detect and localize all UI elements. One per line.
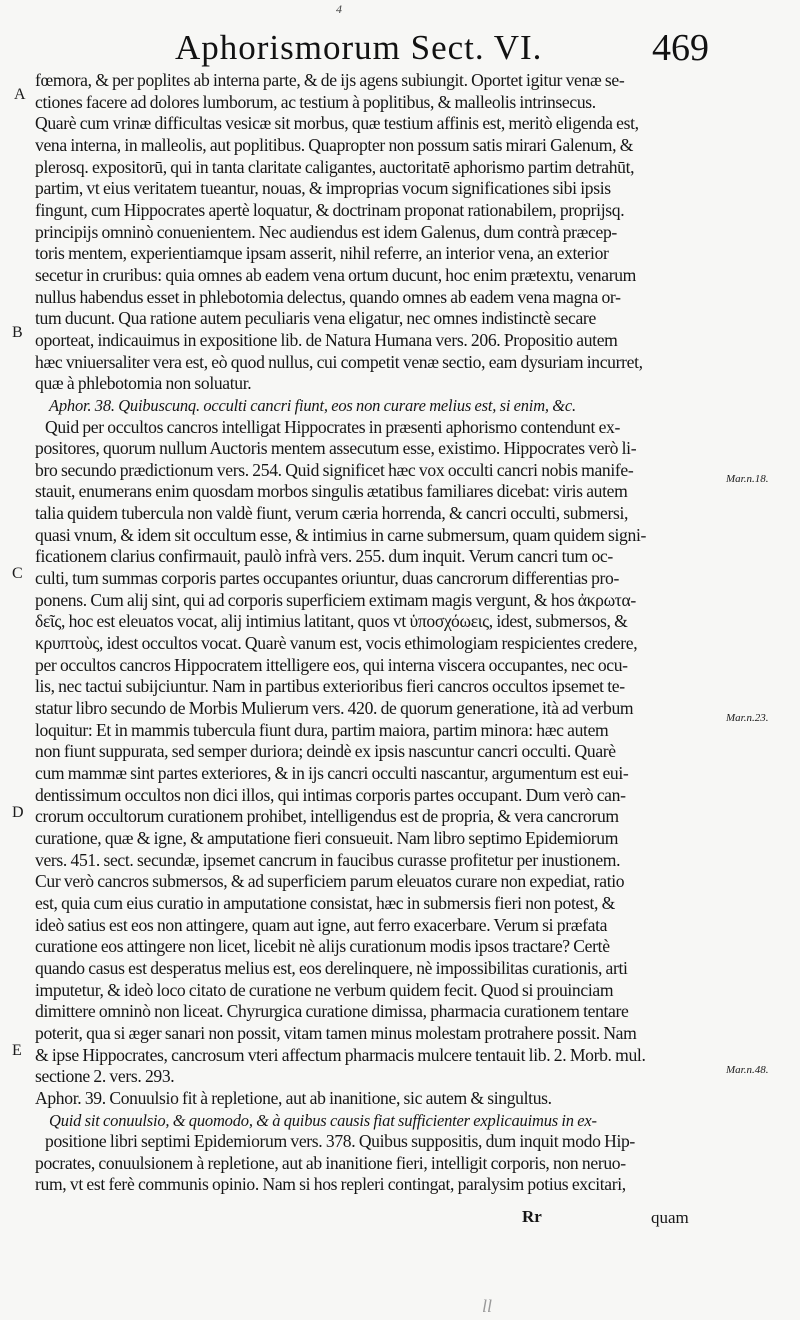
text-line: ponens. Cum alij sint, qui ad corporis superficiem extimam magis vergunt, & hos ἀκρωτα- [35, 589, 636, 610]
text-line: cum mammæ sint partes exteriores, & in ijs cancri occulti nascantur, argumentum est eui- [35, 763, 629, 783]
catchword: quam [651, 1208, 689, 1227]
text-line: ctiones facere ad dolores lumborum, ac testium à poplitibus, & malleolis intrinsecus. [35, 91, 596, 112]
text-line: per occultos cancros Hippocratem ittelligere eos, qui interna viscera occupantes, nec ocu- [35, 654, 628, 675]
text-line: bro secundo prædictionum vers. 254. Quid significet hæc vox occulti cancri nobis manife- [35, 459, 634, 480]
text-line: imputetur, & ideò loco citato de curatione ne verbum quidem fecit. Quod si prouinciam [35, 979, 614, 1000]
running-title: Aphorismorum Sect. VI. [175, 28, 543, 67]
text-line: culti, tum summas corporis partes occupantes oriuntur, duas cancrorum differentias pro- [35, 568, 620, 589]
text-line: crorum occultorum curationem prohibet, intelligendus est de propria, & vera cancrorum [35, 806, 619, 827]
text-line: dimittere omninò non liceat. Chyrurgica curatione dimissa, pharmacia curationem tentare [35, 1001, 629, 1022]
text-line: fœmora, & per poplites ab interna parte, & de ijs agens subiungit. Oportet igitur venæ se- [35, 70, 625, 90]
text-line: Aphor. 39. Conuulsio fit à repletione, aut ab inanitione, sic autem & singultus. [35, 1087, 552, 1108]
page-number: 469 [652, 27, 709, 69]
text-line: quæ à phlebotomia non soluatur. [35, 373, 252, 394]
text-line: quasi vnum, & idem sit occultum esse, & intimius in carne submersum, quam quidem signi- [35, 524, 646, 545]
text-line: & ipse Hippocrates, cancrosum vteri affectum pharmacis mulcere tentauit lib. 2. Morb. mul. [35, 1044, 646, 1065]
text-line: Cur verò cancros submersos, & ad superficiem parum eleuatos curare non expediat, ratio [35, 871, 625, 892]
text-line: δεῖς, hoc est eleuatos vocat, alij intimius latitant, quos vt ὑποσχόωεις, idest, submersos, & [35, 611, 628, 632]
text-line: lis, nec tactui subijciuntur. Nam in partibus exterioribus fieri cancros occultos ipsemet te- [35, 676, 625, 697]
text-line: tum ducunt. Qua ratione autem peculiaris vena eligatur, nec omnes indistinctè secare [35, 308, 596, 329]
page-header [0, 18, 800, 78]
margin-letter-a: A [14, 86, 26, 103]
text-line: Quid per occultos cancros intelligat Hippocrates in præsenti aphorismo contendunt ex- [45, 416, 621, 437]
body-text [35, 70, 718, 1196]
text-line: principijs omninò conuenientem. Nec audiendus est idem Galenus, dum contrà præcep- [35, 221, 617, 242]
text-line: curatione eos attingere non licet, licebit nè alijs curationum modis ipsos tractare? Certè [35, 936, 610, 957]
bottom-mark: ll [482, 1296, 493, 1316]
margin-letter-b: B [12, 324, 23, 341]
text-line: ideò satius est eos non attingere, quam aut igne, aut ferro exacerbare. Verum si præfata [35, 914, 608, 935]
text-line: loquitur: Et in mammis tubercula fiunt dura, partim maiora, partim minora: hæc autem [35, 719, 609, 740]
text-line: statur libro secundo de Morbis Mulierum vers. 420. de quorum generatione, ità ad verbum [35, 698, 634, 719]
text-line: poterit, qua si æger sanari non possit, vitam tamen minus molestam protrahere possit. Nam [35, 1022, 637, 1043]
signature-mark: Rr [522, 1207, 542, 1226]
aphorism-heading: Aphor. 38. Quibuscunq. occulti cancri fiunt, eos non curare melius est, si enim, &c. [49, 395, 576, 415]
margin-letter-c: C [12, 565, 23, 582]
text-line: pocrates, conuulsionem à repletione, aut ab inanitione fieri, intelligit corporis, non neruo- [35, 1152, 626, 1173]
margin-note-23: Mar.n.23. [726, 712, 769, 724]
text-line: sectione 2. vers. 293. [35, 1066, 175, 1087]
text-line: fingunt, cum Hippocrates apertè loquatur, & doctrinam proponat rationabilem, proprijsq. [35, 199, 625, 220]
text-line: plerosq. expositorū, qui in tanta claritate caligantes, auctoritatē aphorismo partim detrahūt, [35, 156, 635, 177]
text-line: dentissimum occultos non dici illos, qui intimas corporis partes occupant. Dum verò can- [35, 784, 626, 805]
text-line: hæc vniuersaliter vera est, eò quod nullus, cui competit venæ sectio, eam dysuriam incurret, [35, 351, 643, 372]
text-line: curatione, quæ & igne, & amputatione fieri consueuit. Nam libro septimo Epidemiorum [35, 827, 619, 848]
text-line: positores, quorum nullum Auctoris mentem assecutum esse, existimo. Hippocrates verò li- [35, 438, 637, 459]
text-line: quando casus est desperatus melius est, eos derelinquere, nè impossibilitas curationis, arti [35, 957, 628, 978]
text-line: est, quia cum eius curatio in amputatione consistat, hæc in submersis fieri non potest, & [35, 892, 615, 913]
top-mark: 4 [336, 2, 342, 16]
text-line: toris mentem, experientiamque ipsam asserit, nihil referre, an interior vena, an exterior [35, 243, 609, 264]
aphorism-heading: Quid sit conuulsio, & quomodo, & à quibus causis fiat sufficienter explicauimus in ex- [49, 1110, 597, 1130]
margin-note-48: Mar.n.48. [726, 1064, 769, 1076]
margin-letter-e: E [12, 1042, 22, 1059]
text-line: positione libri septimi Epidemiorum vers. 378. Quibus suppositis, dum inquit modo Hip- [45, 1131, 635, 1152]
text-line: rum, vt est ferè communis opinio. Nam si hos repleri contingat, paralysim potius excitari, [35, 1174, 626, 1195]
text-line: Quarè cum vrinæ difficultas vesicæ sit morbus, quæ testium affinis est, meritò eligenda est, [35, 113, 639, 134]
text-line: ficationem clarius confirmauit, paulò infrà vers. 255. dum inquit. Verum cancri tum oc- [35, 546, 613, 567]
text-line: stauit, enumerans enim quosdam morbos singulis ætatibus familiares dicebat: viris autem [35, 481, 628, 502]
margin-note-18: Mar.n.18. [726, 473, 769, 485]
text-line: nullus habendus esset in phlebotomia delectus, quando omnes ab eadem vena magna or- [35, 286, 621, 307]
text-line: non fiunt suppurata, sed semper duriora; deindè ex ipsis nascuntur cancri occulti. Quarè [35, 741, 616, 762]
text-line: secetur in cruribus: quia omnes ab eadem vena ortum ducunt, hoc enim prætextu, venarum [35, 264, 636, 285]
margin-letter-d: D [12, 804, 24, 821]
text-line: vers. 451. sect. secundæ, ipsemet cancrum in faucibus curasse profitetur per inustionem. [35, 849, 621, 870]
text-line: talia quidem tubercula non valdè fiunt, verum cæria horrenda, & cancri occulti, submersi, [35, 503, 629, 524]
text-line: oporteat, indicauimus in expositione lib. de Natura Humana vers. 206. Propositio autem [35, 329, 618, 350]
text-line: κρυπτοὺς, idest occultos vocat. Quarè vanum est, vocis ethimologiam respicientes credere, [35, 633, 638, 654]
text-line: vena interna, in malleolis, aut poplitibus. Quapropter non possum satis mirari Galenum, & [35, 134, 634, 155]
text-line: partim, vt eius veritatem tueantur, nouas, & improprias vocum significationes sibi ipsis [35, 178, 611, 199]
